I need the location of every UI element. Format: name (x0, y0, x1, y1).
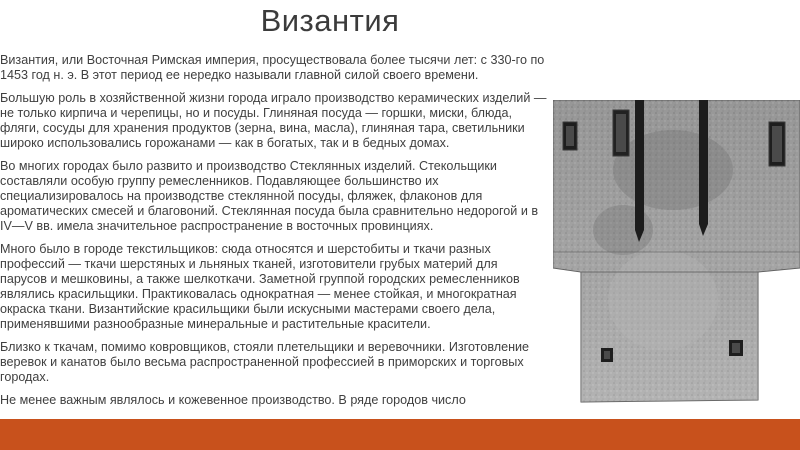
slide-body-text (0, 53, 548, 416)
paragraph-intro: Византия, или Восточная Римская империя, просуществовала более тысячи лет: с 330-го по 1453 год н. э. В этот период ее нередко называли главной силой своего времени. (0, 53, 545, 82)
paragraph-textile: Много было в городе текстильщиков: сюда относятся и шерстобиты и ткачи разных профессий — ткачи шерстяных и льняных тканей, изготовители грубых материй для парусов и мешковины, а также шелкоткачи. Заметной группой городских ремесленников являлись красильщики. Практиковалась однократная — менее стойкая, и многократная окраска ткани. Византийские красильщики были искусными мастерами своего дела, применявшими разнообразные минеральные и растительные красители. (0, 242, 520, 331)
paragraph-glass: Во многих городах было развито и производство Стеклянных изделий. Стекольщики составляли особую группу ремесленников. Подавляющее большинство их специализировалось на производстве стеклянной посуды, фляжек, флаконов для ароматических смесей и благовоний. Стеклянная посуда была сравнительно недорогой и в IV—V вв. имела значительное распространение в восточных провинциях. (0, 159, 539, 233)
paragraph-ceramics: Большую роль в хозяйственной жизни города играло производство керамических изделий — не только кирпича и черепицы, но и посуды. Глиняная посуда — горшки, миски, блюда, фляги, сосуды для хранения продуктов (зерна, вина, масла), глиняная тара, светильники широко использовались горожанами — как в богатых, так и в бедных домах. (0, 91, 547, 150)
accent-band (0, 419, 800, 450)
byzantine-tunic-image (553, 100, 800, 404)
slide-title: Византия (260, 3, 400, 38)
paragraph-leather: Не менее важным являлось и кожевенное производство. В ряде городов число (0, 393, 466, 407)
paragraph-ropes: Близко к ткачам, помимо ковровщиков, стояли плетельщики и веревочники. Изготовление веревок и канатов было весьма распространенной профессией в приморских и торговых городах. (0, 340, 530, 384)
